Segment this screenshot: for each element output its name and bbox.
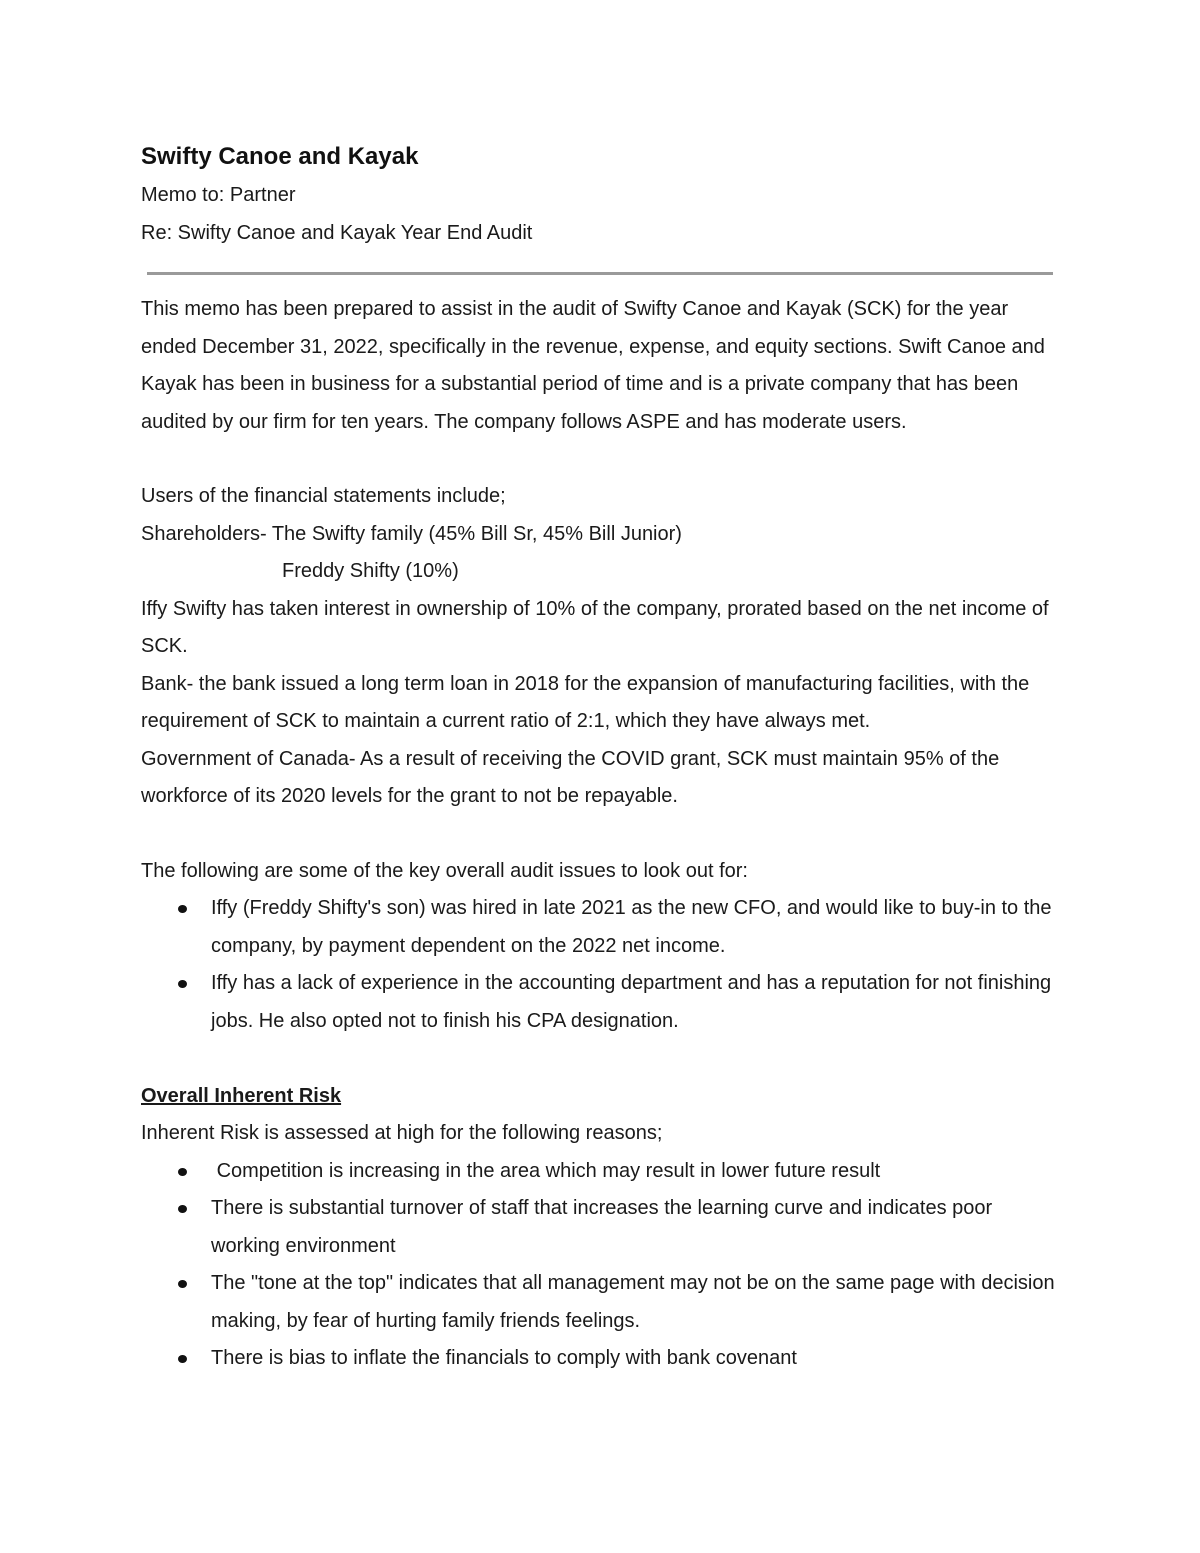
list-item <box>141 1190 1061 1265</box>
bullet-icon <box>178 1355 187 1363</box>
bank-paragraph: Bank- the bank issued a long term loan in 2018 for the expansion of manufacturing facilities, with the requirement of SCK to maintain a current ratio of 2:1, which they have always met. <box>141 672 1030 732</box>
spacer <box>141 816 1061 853</box>
spacer <box>141 441 1061 478</box>
memo-recipient: Memo to: Partner <box>141 184 296 206</box>
bullet-icon <box>178 1280 187 1288</box>
government-paragraph: Government of Canada- As a result of receiving the COVID grant, SCK must maintain 95% of the workforce of its 2020 levels for the grant to not be repayable. <box>141 747 1000 807</box>
bullet-icon <box>178 905 187 913</box>
audit-issues-list <box>141 890 1061 1040</box>
inherent-risk-heading: Overall Inherent Risk <box>141 1085 342 1107</box>
inherent-risk-list <box>141 1153 1061 1378</box>
memo-subject: Re: Swifty Canoe and Kayak Year End Audit <box>141 222 533 244</box>
list-item-text: The "tone at the top" indicates that all management may not be on the same page with decision making, by fear of hurting family friends feelings. <box>211 1272 1055 1332</box>
bullet-icon <box>178 980 187 988</box>
horizontal-divider <box>147 272 1053 275</box>
list-item-text: Iffy has a lack of experience in the accounting department and has a reputation for not finishing jobs. He also opted not to finish his CPA designation. <box>211 972 1052 1032</box>
list-item-text: Iffy (Freddy Shifty's son) was hired in late 2021 as the new CFO, and would like to buy-in to the company, by payment dependent on the 2022 net income. <box>211 897 1052 957</box>
list-item <box>141 1265 1061 1340</box>
users-heading: Users of the financial statements include; <box>141 485 506 507</box>
bullet-icon <box>178 1168 187 1176</box>
memo-body <box>141 138 1061 1378</box>
memo-title: Swifty Canoe and Kayak <box>141 143 419 170</box>
list-item-text: There is substantial turnover of staff that increases the learning curve and indicates poor working environment <box>211 1197 993 1257</box>
bullet-icon <box>178 1205 187 1213</box>
spacer <box>141 1040 1061 1077</box>
list-item-text: There is bias to inflate the financials to comply with bank covenant <box>211 1347 797 1369</box>
shareholders-line: Shareholders- The Swifty family (45% Bill Sr, 45% Bill Junior) <box>141 522 682 545</box>
shareholders-line-continued: Freddy Shifty (10%) <box>282 560 459 582</box>
list-item <box>141 1340 1061 1378</box>
inherent-risk-intro: Inherent Risk is assessed at high for the following reasons; <box>141 1122 663 1144</box>
list-item <box>141 1153 1061 1191</box>
list-item-text: Competition is increasing in the area which may result in lower future result <box>211 1159 881 1182</box>
iffy-ownership-paragraph: Iffy Swifty has taken interest in ownership of 10% of the company, prorated based on the net income of SCK. <box>141 597 1049 657</box>
audit-issues-heading: The following are some of the key overall audit issues to look out for: <box>141 859 748 882</box>
intro-paragraph: This memo has been prepared to assist in the audit of Swifty Canoe and Kayak (SCK) for the year ended December 31, 2022, specifically in the revenue, expense, and equity sections. Swift Canoe and Kayak has been in business for a substantial period of time and is a private company that has been audited by our firm for ten years. The company follows ASPE and has moderate users. <box>141 298 1045 433</box>
list-item <box>141 965 1061 1040</box>
list-item <box>141 890 1061 965</box>
